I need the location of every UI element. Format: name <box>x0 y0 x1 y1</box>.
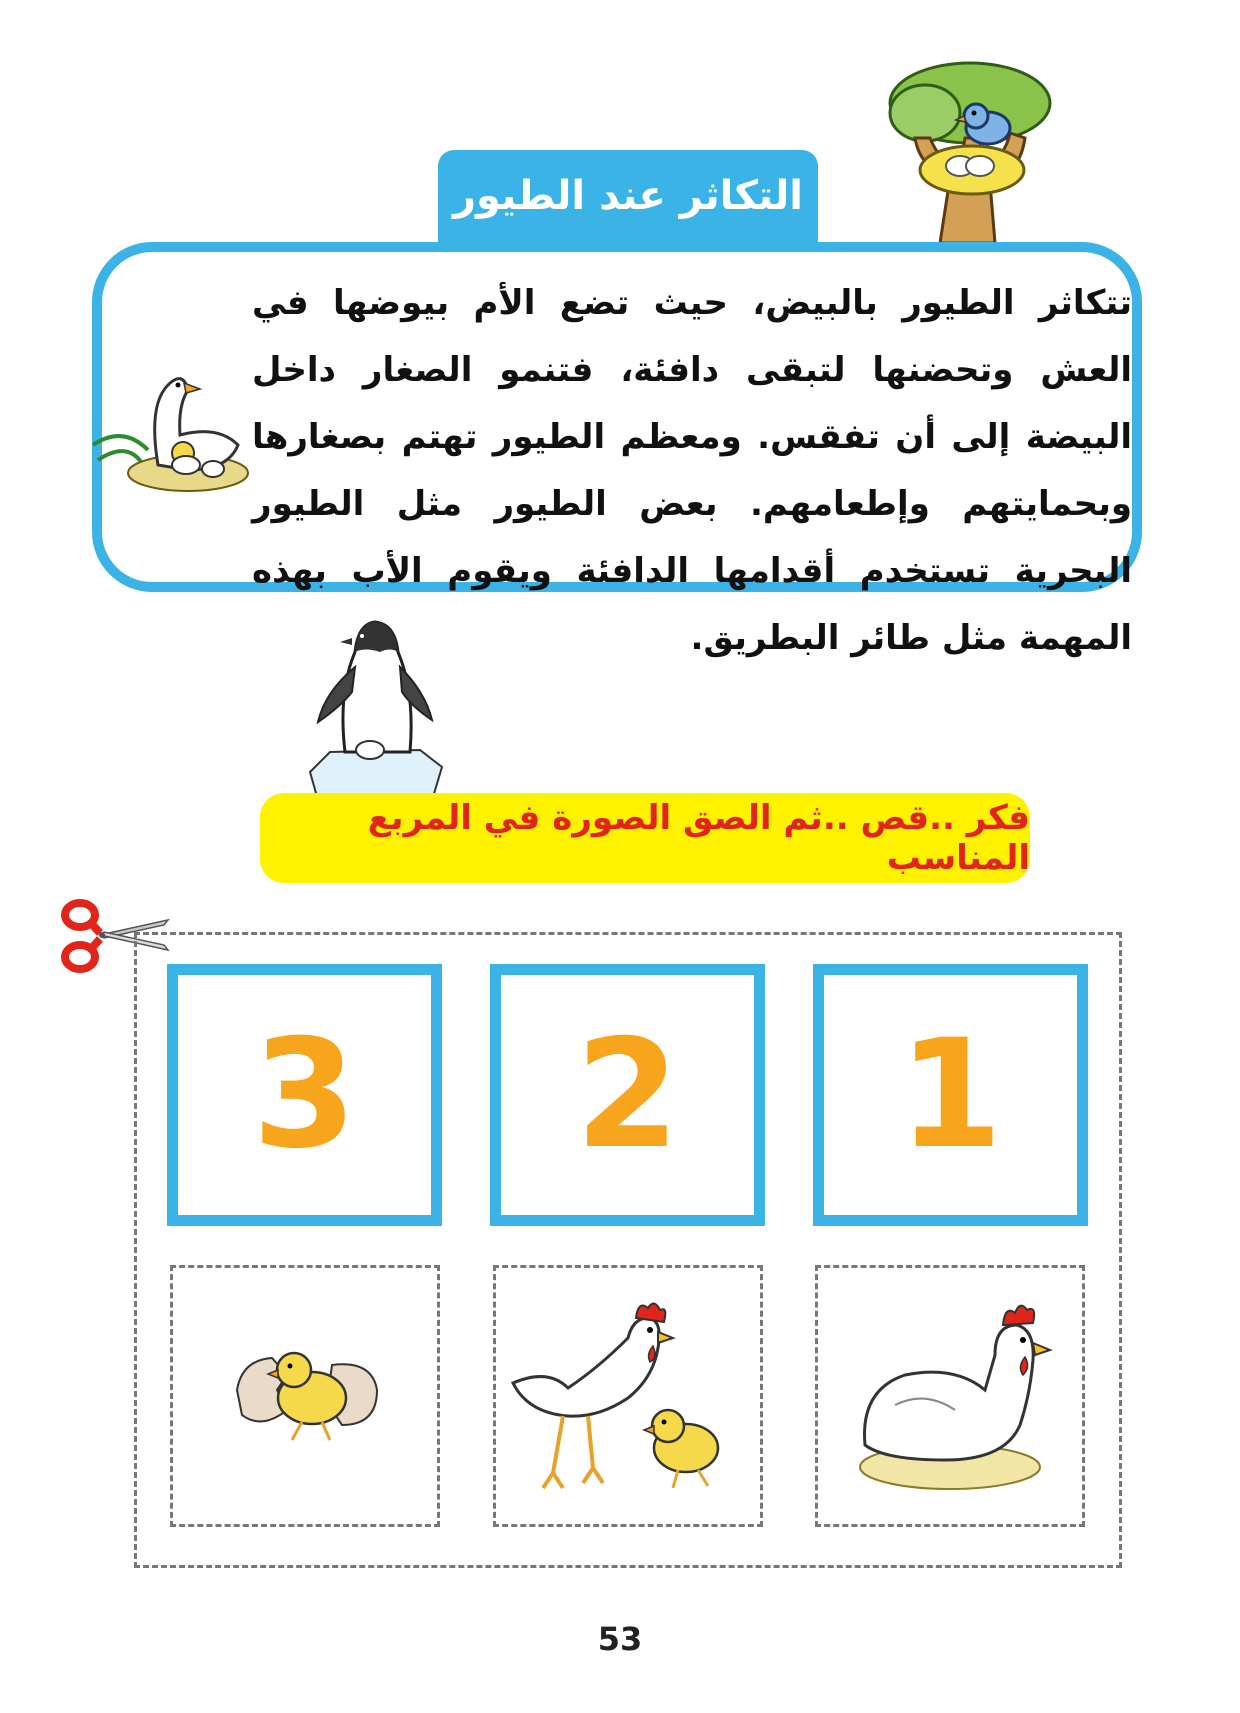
hen-on-nest-illustration <box>845 1295 1055 1495</box>
chick-hatching-illustration <box>232 1330 382 1450</box>
penguin-on-ice-illustration <box>300 612 450 812</box>
instruction-banner: فكر ..قص ..ثم الصق الصورة في المربع المناسب <box>260 793 1030 883</box>
lesson-paragraph: تتكاثر الطيور بالبيض، حيث تضع الأم بيوضها في العش وتحضنها لتبقى دافئة، فتنمو الصغار داخل البيضة إلى أن تفقس. ومعظم الطيور تهتم بصغارها وبحمايتهم وإطعامهم. بعض الطيور مثل الطيور البحرية تستخدم أقدامها الدافئة ويقوم الأب بهذه المهمة مثل طائر البطريق. <box>252 283 1132 658</box>
hen-with-chick-illustration <box>508 1298 748 1498</box>
box-number-2: 2 <box>575 1008 680 1182</box>
box-number-1: 1 <box>898 1008 1003 1182</box>
box-number-3: 3 <box>252 1008 357 1182</box>
swan-nest-illustration <box>88 365 258 495</box>
answer-box-1[interactable] <box>813 964 1088 1226</box>
answer-box-3[interactable] <box>167 964 442 1226</box>
page-title: التكاثر عند الطيور <box>438 150 818 242</box>
bird-nest-tree-illustration <box>880 58 1050 243</box>
page-number: 53 <box>597 1620 643 1658</box>
answer-box-2[interactable] <box>490 964 765 1226</box>
